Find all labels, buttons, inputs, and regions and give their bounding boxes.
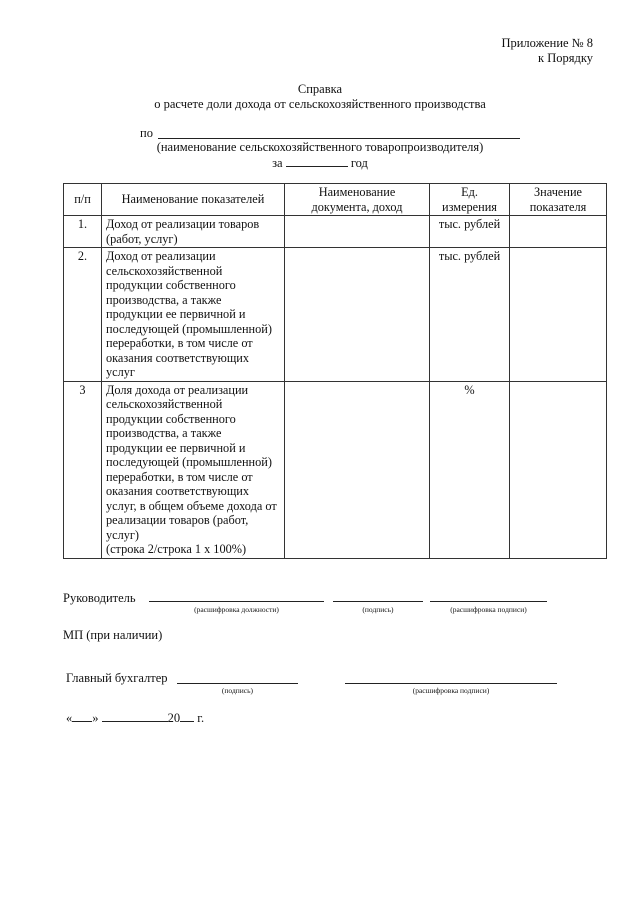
appendix-reference: к Порядку — [538, 51, 593, 65]
date-year-prefix: 20 — [167, 711, 181, 725]
title-subtitle: о расчете доли дохода от сельскохозяйственного производства — [154, 97, 486, 111]
period-year-field[interactable] — [286, 155, 348, 167]
row-indicator: Доход от реализации сельскохозяйственной продукции собственного производства, а также продукции ее первичной и последующей (промышленной) переработки, в том числе от оказания соответствующих услуг — [102, 248, 285, 382]
date-year-suffix: г. — [197, 711, 205, 725]
accountant-label: Главный бухгалтер — [66, 671, 168, 685]
header-num: п/п — [64, 184, 102, 216]
row-document[interactable] — [285, 248, 430, 382]
row-unit: тыс. рублей — [430, 248, 510, 382]
date-year-field[interactable] — [180, 710, 194, 722]
accountant-signature-caption: (подпись) — [221, 686, 254, 695]
date-month-field[interactable] — [102, 710, 168, 722]
row-value[interactable] — [510, 248, 607, 382]
table-header-row — [64, 184, 607, 216]
row-document[interactable] — [285, 216, 430, 248]
date-close-quote: » — [92, 711, 99, 725]
accountant-name-field[interactable] — [345, 673, 557, 684]
head-position-caption: (расшифровка должности) — [194, 605, 279, 614]
head-position-field[interactable] — [149, 591, 324, 602]
table-row — [64, 381, 607, 558]
accountant-signature-field[interactable] — [177, 673, 298, 684]
producer-caption: (наименование сельскохозяйственного товаропроизводителя) — [156, 140, 484, 154]
document-title — [0, 82, 640, 112]
head-name-field[interactable] — [430, 591, 547, 602]
producer-name-field[interactable] — [158, 138, 520, 139]
date-row — [66, 710, 204, 726]
header-document: Наименование документа, доход — [285, 184, 430, 216]
producer-prefix: по — [140, 126, 153, 140]
row-value[interactable] — [510, 381, 607, 558]
indicators-table — [63, 183, 607, 559]
row-formula: (строка 2/строка 1 х 100%) — [106, 542, 247, 556]
table-row — [64, 216, 607, 248]
stamp-label: МП (при наличии) — [63, 628, 163, 642]
date-day-field[interactable] — [72, 710, 92, 722]
row-indicator: Доля дохода от реализации сельскохозяйственной продукции собственного производства, а также продукции ее первичной и последующей (промышленной) переработки, в том числе от оказания соответствующих услуг, в общем объеме дохода от реализации товаров (работ, услуг) — [106, 382, 277, 542]
period-prefix: за — [272, 156, 283, 170]
period-suffix: год — [350, 156, 368, 170]
date-open-quote: « — [66, 711, 73, 725]
head-label: Руководитель — [63, 591, 136, 605]
row-unit: тыс. рублей — [430, 216, 510, 248]
period-row — [0, 155, 640, 171]
head-signature-caption: (подпись) — [362, 605, 394, 614]
table-row — [64, 248, 607, 382]
accountant-name-caption: (расшифровка подписи) — [412, 686, 490, 695]
row-indicator-cell — [102, 381, 285, 558]
row-num: 3 — [64, 381, 102, 558]
row-indicator: Доход от реализации товаров (работ, услуг) — [102, 216, 285, 248]
title-main: Справка — [297, 82, 343, 96]
head-signature-field[interactable] — [333, 591, 423, 602]
header-unit: Ед. измерения — [430, 184, 510, 216]
row-unit: % — [430, 381, 510, 558]
row-value[interactable] — [510, 216, 607, 248]
row-num: 2. — [64, 248, 102, 382]
head-name-caption: (расшифровка подписи) — [450, 605, 527, 614]
row-num: 1. — [64, 216, 102, 248]
header-value: Значение показателя — [510, 184, 607, 216]
appendix-header — [501, 36, 593, 66]
row-document[interactable] — [285, 381, 430, 558]
header-indicator: Наименование показателей — [102, 184, 285, 216]
appendix-number: Приложение № 8 — [501, 36, 593, 50]
